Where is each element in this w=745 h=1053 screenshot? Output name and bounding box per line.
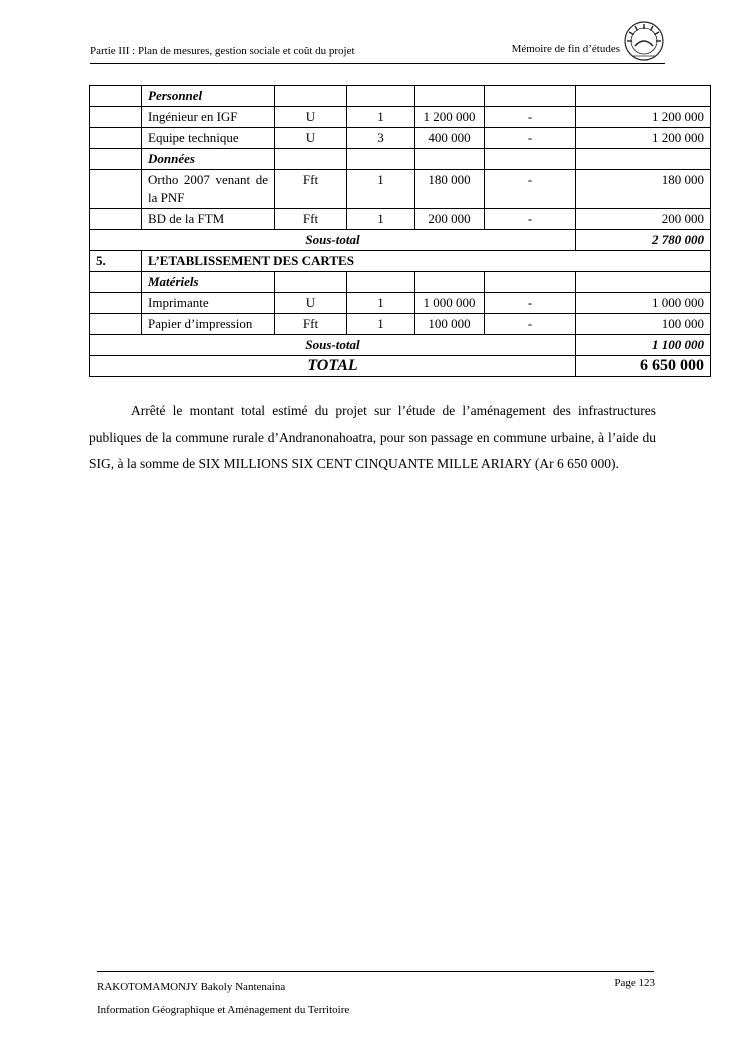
row-unit: Fft xyxy=(275,209,347,230)
section-number: 5. xyxy=(90,251,142,272)
table-row xyxy=(90,107,711,128)
row-amount: 1 200 000 xyxy=(576,107,711,128)
footer-department: Information Géographique et Aménagement du Territoire xyxy=(97,1004,350,1016)
total-label: TOTAL xyxy=(90,356,576,377)
personnel-heading: Personnel xyxy=(142,86,275,107)
subtotal-label: Sous-total xyxy=(90,335,576,356)
subtotal-row xyxy=(90,335,711,356)
row-unit: U xyxy=(275,107,347,128)
table-row xyxy=(90,149,711,170)
row-label: Ingénieur en IGF xyxy=(142,107,275,128)
materiels-heading: Matériels xyxy=(142,272,275,293)
total-row xyxy=(90,356,711,377)
table-row xyxy=(90,272,711,293)
table-row xyxy=(90,170,711,209)
donnees-heading: Données xyxy=(142,149,275,170)
page-header xyxy=(90,0,665,66)
row-price: 400 000 xyxy=(415,128,485,149)
subtotal-value: 2 780 000 xyxy=(576,230,711,251)
table-row xyxy=(90,128,711,149)
row-qty: 1 xyxy=(347,170,415,209)
section-title: L’ETABLISSEMENT DES CARTES xyxy=(142,251,711,272)
row-unit: U xyxy=(275,128,347,149)
row-amount: 200 000 xyxy=(576,209,711,230)
table-row xyxy=(90,209,711,230)
footer-author: RAKOTOMAMONJY Bakoly Nantenaina xyxy=(97,981,286,993)
row-amount: 180 000 xyxy=(576,170,711,209)
row-dash: - xyxy=(485,209,576,230)
table-row xyxy=(90,86,711,107)
row-label: Equipe technique xyxy=(142,128,275,149)
row-qty: 3 xyxy=(347,128,415,149)
subtotal-label: Sous-total xyxy=(90,230,576,251)
row-amount: 100 000 xyxy=(576,314,711,335)
row-qty: 1 xyxy=(347,293,415,314)
subtotal-value: 1 100 000 xyxy=(576,335,711,356)
row-price: 180 000 xyxy=(415,170,485,209)
row-unit: U xyxy=(275,293,347,314)
header-memoire-title: Mémoire de fin d’études xyxy=(511,43,620,55)
row-unit: Fft xyxy=(275,170,347,209)
row-label: Imprimante xyxy=(142,293,275,314)
table-row xyxy=(90,293,711,314)
table-row xyxy=(90,314,711,335)
total-value: 6 650 000 xyxy=(576,356,711,377)
row-price: 1 200 000 xyxy=(415,107,485,128)
row-unit: Fft xyxy=(275,314,347,335)
row-qty: 1 xyxy=(347,314,415,335)
row-amount: 1 000 000 xyxy=(576,293,711,314)
header-part-title: Partie III : Plan de mesures, gestion sociale et coût du projet xyxy=(90,45,355,57)
row-label: Papier d’impression xyxy=(142,314,275,335)
row-dash: - xyxy=(485,170,576,209)
row-dash: - xyxy=(485,293,576,314)
page-number: Page 123 xyxy=(614,977,655,989)
conclusion-paragraph: Arrêté le montant total estimé du projet sur l’étude de l’aménagement des infrastructures publiques de la commune rurale d’Andranonahoatra, pour son passage en commune urbaine, à l’aide du SIG, à la somme de SIX MILLIONS SIX CENT CINQUANTE MILLE ARIARY (Ar 6 650 000). xyxy=(89,403,656,471)
section-row xyxy=(90,251,711,272)
footer-rule xyxy=(97,971,654,972)
row-dash: - xyxy=(485,107,576,128)
row-dash: - xyxy=(485,314,576,335)
row-price: 1 000 000 xyxy=(415,293,485,314)
header-rule xyxy=(90,63,665,64)
school-logo-icon xyxy=(623,20,665,62)
row-label: BD de la FTM xyxy=(142,209,275,230)
row-qty: 1 xyxy=(347,107,415,128)
row-price: 100 000 xyxy=(415,314,485,335)
row-price: 200 000 xyxy=(415,209,485,230)
subtotal-row xyxy=(90,230,711,251)
row-label: Ortho 2007 venant de la PNF xyxy=(142,170,275,209)
row-amount: 1 200 000 xyxy=(576,128,711,149)
budget-table xyxy=(89,85,711,377)
row-qty: 1 xyxy=(347,209,415,230)
row-dash: - xyxy=(485,128,576,149)
